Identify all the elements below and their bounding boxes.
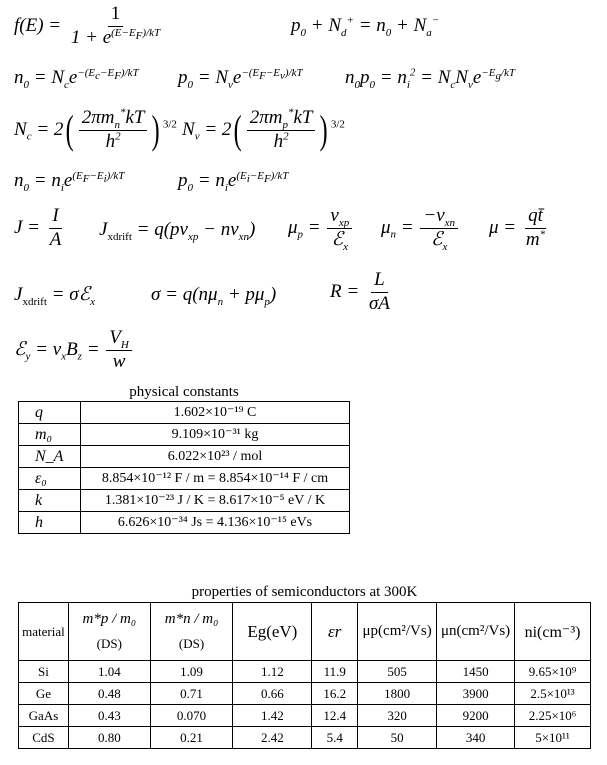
electron-mobility-equation: $\mu_n$ = $\frac{-v_{xn}}{ℰ_x}$: [381, 206, 460, 251]
hall-field-equation: ℰ$_y$ = $v_xB_z$ = $\frac{V_H}{w}$: [14, 328, 134, 373]
constant-symbol: q: [19, 402, 81, 424]
cell-mn: 0.070: [150, 705, 233, 727]
cell-material: Ge: [19, 683, 69, 705]
resistance-equation: R = $\frac{L}{\sigma A}$: [330, 269, 390, 314]
cell-eg: 2.42: [233, 727, 312, 749]
cell-material: GaAs: [19, 705, 69, 727]
drift-current-sigma-equation: $J_{xdrift}$ = σℰ$_x$: [14, 284, 95, 308]
physical-constants-title: physical constants: [129, 384, 239, 400]
nv-equation: $N_v = 2$( $\frac{2\pi m_p^*kT}{h^2}$ ) $^{3/2}$: [182, 106, 345, 153]
cell-er: 11.9: [312, 661, 358, 683]
constant-symbol: h: [19, 512, 81, 534]
constant-value: 1.381×10⁻²³ J / K = 8.617×10⁻⁵ eV / K: [81, 490, 350, 512]
nc-equation: $N_c = 2$( $\frac{2\pi m_n^*kT}{h^2}$ ) $^{3/2}$: [14, 106, 177, 153]
cell-ni: 9.65×10⁹: [515, 661, 591, 683]
constant-symbol: ε₀: [19, 468, 81, 490]
semiconductor-properties-table: [18, 602, 591, 749]
constant-row: [19, 490, 350, 512]
cell-mun: 340: [437, 727, 515, 749]
intrinsic-density-header: ni(cm⁻³): [515, 603, 591, 661]
n0-ni-equation: $n_0 = n_ie^{(E_F-E_i)/kT}$: [14, 169, 125, 194]
constant-row: [19, 446, 350, 468]
cell-material: CdS: [19, 727, 69, 749]
constant-value: 1.602×10⁻¹⁹ C: [81, 402, 350, 424]
mobility-equation: μ = $\frac{qt̄}{m^*}$: [489, 205, 546, 250]
p0-nv-equation: $p_0 = N_ve^{-(E_F-E_v)/kT}$: [178, 66, 303, 91]
cell-eg: 1.42: [233, 705, 312, 727]
semiconductor-row: [19, 705, 591, 727]
hole-mobility-header: μp(cm²/Vs): [358, 603, 437, 661]
cell-eg: 1.12: [233, 661, 312, 683]
cell-ni: 2.5×10¹³: [515, 683, 591, 705]
cell-er: 12.4: [312, 705, 358, 727]
permittivity-header: εr: [312, 603, 358, 661]
cell-mn: 0.71: [150, 683, 233, 705]
cell-mn: 0.21: [150, 727, 233, 749]
cell-mup: 50: [358, 727, 437, 749]
cell-mun: 1450: [437, 661, 515, 683]
semiconductor-row: [19, 683, 591, 705]
cell-mn: 1.09: [150, 661, 233, 683]
cell-mup: 505: [358, 661, 437, 683]
cell-ni: 5×10¹¹: [515, 727, 591, 749]
cell-ni: 2.25×10⁶: [515, 705, 591, 727]
material-header: material: [19, 603, 69, 661]
constant-value: 9.109×10⁻³¹ kg: [81, 424, 350, 446]
cell-mun: 9200: [437, 705, 515, 727]
constant-row: [19, 402, 350, 424]
constant-row: [19, 512, 350, 534]
electron-mass-header: m*n / m₀ (DS): [150, 603, 233, 661]
constant-symbol: m₀: [19, 424, 81, 446]
constant-row: [19, 424, 350, 446]
constant-symbol: k: [19, 490, 81, 512]
p0-ni-equation: $p_0 = n_ie^{(E_i-E_F)/kT}$: [178, 169, 289, 194]
constant-value: 6.626×10⁻³⁴ Js = 4.136×10⁻¹⁵ eVs: [81, 512, 350, 534]
conductivity-equation: $\sigma = q(n\mu_n + p\mu_p)$: [151, 284, 277, 308]
cell-mup: 1800: [358, 683, 437, 705]
hole-mass-header: m*p / m₀ (DS): [68, 603, 150, 661]
charge-neutrality-equation: $p_0 + N_d^+ = n_0 + N_a^-$: [291, 14, 440, 39]
cell-eg: 0.66: [233, 683, 312, 705]
n0-nc-equation: $n_0 = N_ce^{-(E_c-E_F)/kT}$: [14, 66, 139, 91]
bandgap-header: Eg(eV): [233, 603, 312, 661]
drift-current-equation: $J_{xdrift} = q(pv_{xp} - nv_{xn})$: [99, 219, 256, 243]
cell-material: Si: [19, 661, 69, 683]
constant-value: 6.022×10²³ / mol: [81, 446, 350, 468]
cell-mup: 320: [358, 705, 437, 727]
semiconductor-table-header: [19, 603, 591, 661]
current-density-equation: J = $\frac{I}{A}$: [14, 205, 62, 250]
electron-mobility-header: μn(cm²/Vs): [437, 603, 515, 661]
fermi-dirac-equation: f(E) = $\frac{1}{1 + e^{(E-E_F)/kT}}$: [14, 3, 161, 48]
hole-mobility-equation: $\mu_p$ = $\frac{v_{xp}}{ℰ_x}$: [288, 206, 354, 251]
cell-mp: 1.04: [68, 661, 150, 683]
physical-constants-table: [18, 401, 350, 534]
mass-action-equation: $n_0p_0 = n_i^2 = N_cN_ve^{-E_g/kT}$: [345, 66, 516, 91]
semiconductor-row: [19, 661, 591, 683]
cell-mp: 0.43: [68, 705, 150, 727]
semiconductor-table-title: properties of semiconductors at 300K: [191, 584, 418, 600]
cell-er: 16.2: [312, 683, 358, 705]
constant-symbol: N_A: [19, 446, 81, 468]
cell-mp: 0.80: [68, 727, 150, 749]
cell-er: 5.4: [312, 727, 358, 749]
semiconductor-row: [19, 727, 591, 749]
constant-row: [19, 468, 350, 490]
cell-mp: 0.48: [68, 683, 150, 705]
constant-value: 8.854×10⁻¹² F / m = 8.854×10⁻¹⁴ F / cm: [81, 468, 350, 490]
cell-mun: 3900: [437, 683, 515, 705]
